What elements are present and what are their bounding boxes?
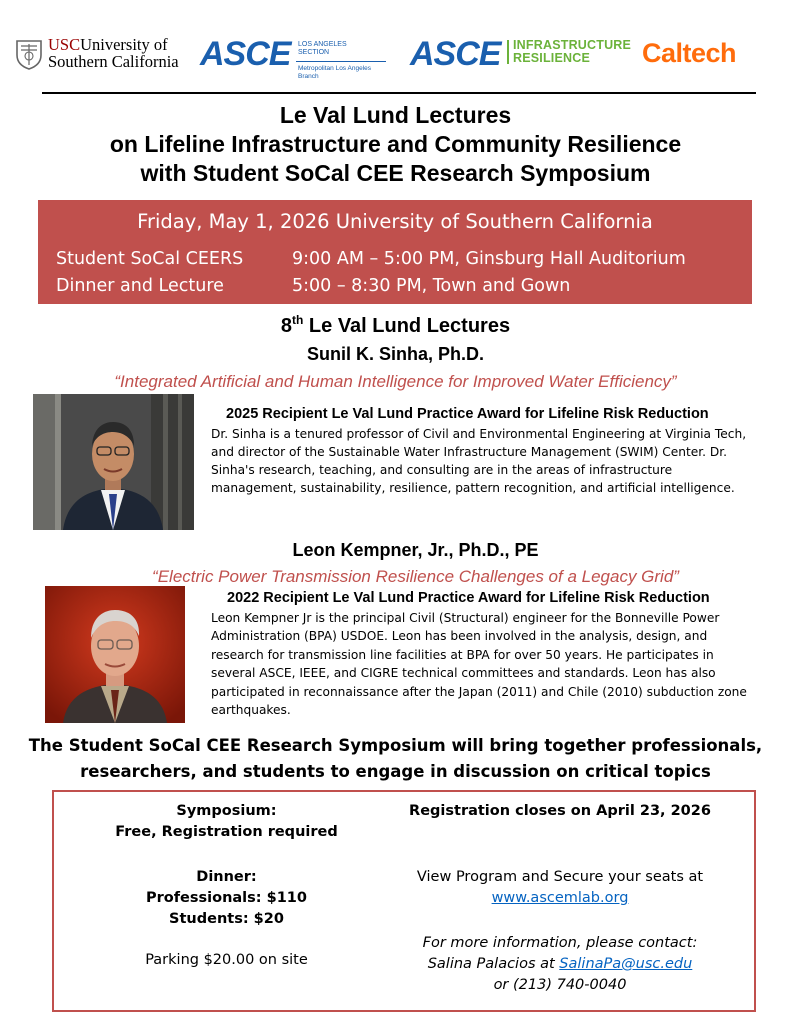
registration-deadline: Registration closes on April 23, 2026: [409, 803, 711, 819]
speaker-1-bio: Dr. Sinha is a tenured professor of Civil and Environmental Engineering at Virginia Tech, and director of the Sustainable Water Infrastructure Management (SWIM) Center. Dr. Sinha's research, teaching, and consulting are in the areas of infrastructure management, sustainability, resilience, pattern recognition, and artificial intelligence.: [211, 427, 747, 495]
page-title-line-1: Le Val Lund Lectures: [279, 102, 512, 128]
portrait-icon: [33, 394, 194, 530]
schedule-label: Student SoCal CEERS: [56, 249, 244, 269]
symposium-value: Free, Registration required: [115, 824, 338, 840]
dinner-label: Dinner:: [196, 869, 257, 885]
asce-la-divider: [296, 61, 386, 62]
program-info: [384, 867, 736, 909]
speaker-1-photo: [33, 394, 194, 530]
symposium-label: Symposium:: [176, 803, 277, 819]
program-text: View Program and Secure your seats at: [416, 869, 704, 885]
speaker-1-talk-title: “Integrated Artificial and Human Intelligence for Improved Water Efficiency”: [114, 372, 677, 391]
schedule-label: Dinner and Lecture: [56, 276, 224, 296]
dinner-professionals-price: Professionals: $110: [146, 890, 307, 906]
event-info-band: [38, 200, 752, 304]
contact-info: For more information, please contact: Salina Palacios at SalinaPa@usc.edu or (213) 740-0040: [384, 933, 736, 996]
asce-wordmark: ASCE: [200, 35, 291, 73]
page-title-line-3: with Student SoCal CEE Research Symposium: [140, 160, 651, 186]
schedule-row: [56, 273, 570, 299]
header-divider: [42, 92, 756, 94]
lectures-heading: 8th Le Val Lund Lectures: [280, 313, 511, 337]
speaker-2-talk-title: “Electric Power Transmission Resilience Challenges of a Legacy Grid”: [152, 567, 679, 586]
contact-email-link[interactable]: SalinaPa@usc.edu: [559, 956, 693, 972]
speaker-1-award: 2025 Recipient Le Val Lund Practice Award for Lifeline Risk Reduction: [226, 406, 709, 422]
schedule-row: [56, 246, 686, 272]
schedule-details: 5:00 – 8:30 PM, Town and Gown: [292, 276, 571, 296]
contact-heading: For more information, please contact:: [422, 935, 698, 951]
event-date-location: Friday, May 1, 2026 University of Southern California: [137, 210, 653, 233]
asce-ir-wordmark: ASCE: [410, 35, 501, 73]
speaker-2-award: 2022 Recipient Le Val Lund Practice Award for Lifeline Risk Reduction: [227, 590, 710, 606]
symposium-info: [54, 801, 399, 843]
registration-info-box: [52, 790, 756, 1012]
asce-ir-divider: [507, 40, 509, 64]
website-link[interactable]: www.ascemlab.org: [491, 890, 629, 906]
page-title-line-2: on Lifeline Infrastructure and Community Resilience: [109, 131, 682, 157]
dinner-students-price: Students: $20: [169, 911, 284, 927]
usc-seal-icon: [14, 38, 44, 70]
contact-phone: or (213) 740-0040: [493, 977, 627, 993]
asce-section-label: LOS ANGELES SECTION: [298, 41, 347, 56]
caltech-logo: Caltech: [642, 38, 737, 68]
dinner-info: [54, 867, 399, 930]
usc-logo: [14, 36, 184, 76]
asce-ir-label: INFRASTRUCTURE RESILIENCE: [513, 38, 632, 65]
speaker-2-bio: Leon Kempner Jr is the principal Civil (Structural) engineer for the Bonneville Power Administration (BPA) USDOE. Leon has been involved in the analysis, design, and research for transmission line facilities at BPA for over 50 years. He participates in several ASCE, IEEE, and CIGRE technical committees and standards. Leon has also participated in reconnaissance after the Japan (2011) and Chile (2010) subduction zone earthquakes.: [211, 611, 747, 718]
speaker-2-name: Leon Kempner, Jr., Ph.D., PE: [292, 540, 539, 560]
usc-wordmark: USCUniversity of Southern California: [48, 35, 179, 71]
portrait-icon: [45, 586, 185, 723]
speaker-2-photo: [45, 586, 185, 723]
asce-infrastructure-resilience-logo: [410, 35, 632, 73]
schedule-details: 9:00 AM – 5:00 PM, Ginsburg Hall Auditorium: [292, 249, 686, 269]
speaker-1-name: Sunil K. Sinha, Ph.D.: [306, 344, 484, 364]
symposium-statement: The Student SoCal CEE Research Symposium will bring together professionals, researchers, and students to engage in discussion on critical topics: [28, 736, 763, 781]
asce-branch-label: Metropolitan Los Angeles Branch: [298, 65, 371, 80]
parking-info: Parking $20.00 on site: [145, 952, 308, 968]
asce-los-angeles-logo: [200, 35, 390, 82]
